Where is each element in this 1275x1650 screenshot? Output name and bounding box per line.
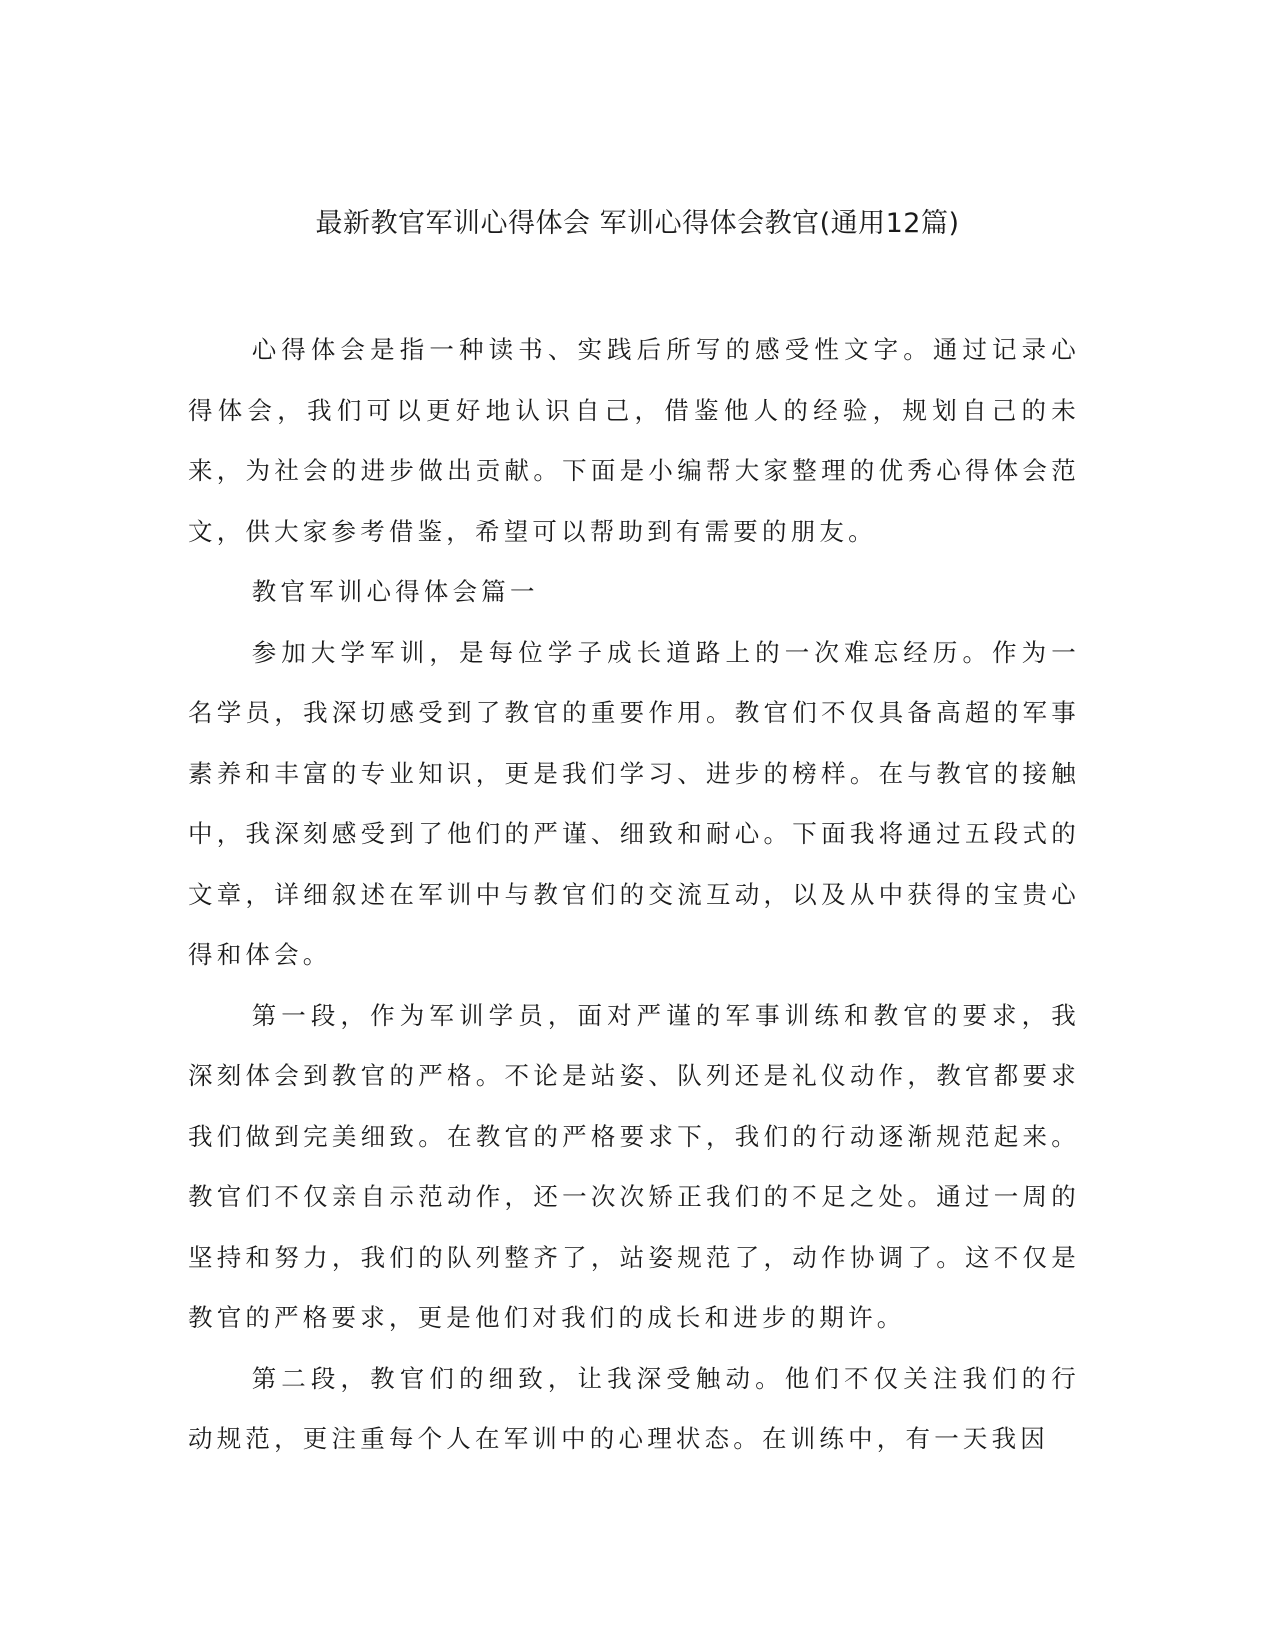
document-body — [188, 320, 1080, 1470]
body-paragraph: 第一段，作为军训学员，面对严谨的军事训练和教官的要求，我深刻体会到教官的严格。不论是站姿、队列还是礼仪动作，教官都要求我们做到完美细致。在教官的严格要求下，我们的行动逐渐规范起来。教官们不仅亲自示范动作，还一次次矫正我们的不足之处。通过一周的坚持和努力，我们的队列整齐了，站姿规范了，动作协调了。这不仅是教官的严格要求，更是他们对我们的成长和进步的期许。 — [188, 1000, 1080, 1332]
body-paragraph: 第二段，教官们的细致，让我深受触动。他们不仅关注我们的行动规范，更注重每个人在军训中的心理状态。在训练中，有一天我因 — [188, 1363, 1080, 1453]
section-heading: 教官军训心得体会篇一 — [251, 577, 539, 606]
body-paragraph: 参加大学军训，是每位学子成长道路上的一次难忘经历。作为一名学员，我深切感受到了教官的重要作用。教官们不仅具备高超的军事素养和丰富的专业知识，更是我们学习、进步的榜样。在与教官的接触中，我深刻感受到了他们的严谨、细致和耐心。下面我将通过五段式的文章，详细叙述在军训中与教官们的交流互动，以及从中获得的宝贵心得和体会。 — [188, 637, 1080, 969]
document-title: 最新教官军训心得体会 军训心得体会教官(通用12篇) — [315, 208, 960, 239]
intro-paragraph: 心得体会是指一种读书、实践后所写的感受性文字。通过记录心得体会，我们可以更好地认识自己，借鉴他人的经验，规划自己的未来，为社会的进步做出贡献。下面是小编帮大家整理的优秀心得体会范文，供大家参考借鉴，希望可以帮助到有需要的朋友。 — [188, 335, 1080, 546]
